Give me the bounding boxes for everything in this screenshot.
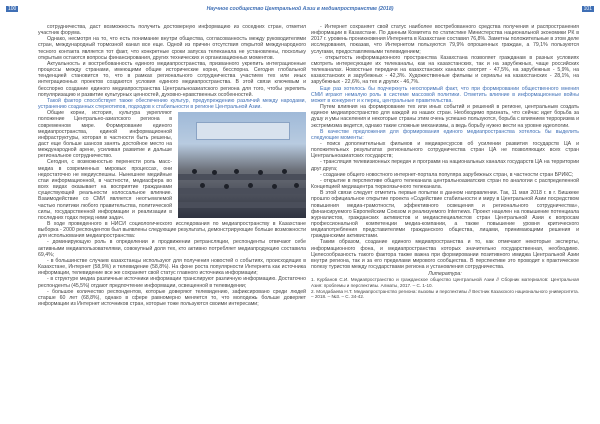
paragraph: - создание общего новостного интернет-портала популяра зарубежных стран, в частности стран БРИКС; — [320, 171, 574, 178]
paragraph: - доминирующую роль в определении и продвижении ретрансляции, респонденты отвечают себе активными медиапользователями, совокупный доля тех, кто активно потребляет медиапродукцию составила 69,4%; — [38, 239, 306, 258]
paragraph: - трансляция телевизионных передач и программ на национальных каналах государств ЦА на территории друг друга; — [311, 159, 579, 172]
paragraph: Путем влияния на формирование тех или иных событий и решений в регионе, центральным создать единое медиапространство для каждой из наших стран. Необходимо признать, что сейчас идет борьба за душу и умы населения и некоторые страны этим очень успешно пользуются, борьба с влиянием терроризма и экстремизма ведется, однако такие сложные механизмы, а ведь борьбу нужно вести на уровне идеологии. — [311, 104, 579, 129]
paragraph: Однако, несмотря на то, что есть понимание внутри общества, согласованность между руководителями стран, международный тормозной канал все еще. Одной из причин отсутствия открытой международного тесного контакта является тот факт, что конкретные сроки запуска телеканала не установлены, поскольку открытым остаются вопросы финансирования, других технических и организационных моментов. — [38, 36, 306, 61]
paragraph: Актуальность и востребованность единого медиапространства, призванного укрепить интеграционные процессы между странами, имеющими общие исторические корни, бесспорна. Сегодня глобальной тенденцией становится то, что в рамках регионального сотрудничества участием тех или иных интеграционных проектов создаются условия единого медиапространства. В этой связи ключевым и бесспорно создание единого медиапространства Центральноазиатского региона для того, чтобы укрепить популяризацию и развитие культурных ценностей, духовно-нравственных особенностей. — [38, 60, 306, 98]
paragraph: - большое количество респондентов, которые доверяют телевидению, зафиксировано среди людей старше 60 лет (68,8%), однако в сфере равномерно меняется то, что молодежь больше доверяет информации из Интернет источников стран, которые тоже пользуются своими интересами; — [38, 288, 306, 308]
paragraph: - Интернет сохраняет свой статус наиболее востребованного средства получения и распространения информации в Казахстане. По данным Комитета по статистике Министерства национальной экономики РК в 2017 г. уровень проникновения Интернета в Казахстане составил 76,8%. Заметны положительные в этом деле исследования, показав, что Интернетом пользуются 79,9% опрошенных граждан, а 79,1% пользуются услугами, предоставляемыми телевидением; — [311, 24, 579, 55]
paragraph: В ходе проведенного в НИСИ социологического исследования по медиапространству в Казахстане выборка - 2000 респондентов был выявлены следующие результаты, демонстрирующие больше возможности для использования медиапространства: — [38, 221, 306, 240]
paragraph: В этой связи следует отметить первые попытки в данном направлении. Так, 11 мая 2018 г. в г. Бишкеке прошло официальное открытие проекта «Содействие стабильности и миру в Центральной Азии посредством повышения медиа-грамотности, эффективного освещения и регионального сотрудничества», финансируемого Европейским Союзом и реализуемого Internews. Проект нацелен на повышение потенциала журналистов, гражданских активистов и медиаспециалистов стран Центральной Азии к вопросам профессиональной компетенции медиа-компании, а также повышение уровня критического медиапотребления представителями гражданского общества, лицами, принимающими решения и гражданскими активистами. — [311, 190, 579, 240]
paragraph: Общие корни, история, культура укрепляют положение Центрально-азиатского региона в современном мире. Формирование единого медиапространства, единой информационной инфраструктуры, которая в частности быть решены, даст еще больше шансов занять достойное место на международной арене, усиливая развитие и дальше региональное сотрудничество. — [38, 110, 172, 160]
highlighted-paragraph: Такой фактор способствует также обеспечению культур, предупреждению различий между народами, устранению созданных стереотипов, подходов к стабильности в регионе Центральной Азии. — [38, 97, 306, 111]
photo-seat-row — [178, 188, 306, 194]
paragraph: Таким образом, создание единого медиапространства и то, как отмечают некоторые эксперты, информационного фона, и медиапространства которых значительно государственная, необходимо. Целесообразность такого фактора также важна при формировании позитивного имиджа Центральной Азии внутри региона, так и за его пределами мирового сообщества. В перспективе это проводит к практическое полезу туристов между государствами региона и установления сотрудничества. — [311, 239, 579, 271]
paragraph: Сегодня, с возможностью перенести роль масс-медиа в современных мировых процессах, они недостаточно не медиуспешны. Нынешнее медийные стаи информационной, в частности, медиасфера во всех видах оказывает на восприятие гражданами существующей реальности колоссальное влияние. Взаимодействие со СМИ является неотъемлемой частью политики любого правительства, политической силы, государственной информации и реализации в последних годах перед ними задач. — [38, 159, 172, 221]
paragraph: - в структуре медиа различные источники информации транслируют различную информацию. Достаточно респонденты (45,5%) отдают предпочтение информации, освещенной в телевидении; — [38, 276, 306, 289]
conference-photo — [178, 112, 306, 218]
reference-item: 2. Молдабаева Н.Т. Медиапространство региона: вызовы и перспективы // Вестник Казахского национального университета. – 2018. – №3. – С. 34-42. — [311, 288, 579, 300]
page-number-left: 100 — [8, 6, 17, 12]
right-column — [311, 24, 579, 300]
paragraph: - открытие в перспективе общего телеканала центральноазиатских стран по аналогии с распределенной Концепцией медиацентра тюркоязычного телеканала. — [311, 177, 579, 191]
reference-item: 1. Курбанов С.И. Медиапространство и гражданское общество Центральной Азии // Сборник материалов: Центральная Азия: проблемы и перспективы. Алматы, 2017. – С. 1-10. — [311, 277, 579, 288]
paragraph: - поиск дополнительных фильмов и медиаресурсов об усилении развития государств ЦА и положительных результатах регионального сотрудничества стран ЦА не позволяющих всех стран Центральноазиатских государств; — [311, 140, 579, 160]
photo-banner — [196, 122, 290, 140]
text-with-photo — [38, 110, 306, 221]
left-column — [38, 24, 306, 307]
running-header-title: Научное сообщество Центральной Азии в медиапространстве (2018) — [206, 6, 394, 12]
paragraph: - в большинстве случаев казахстанцы используют для получения новостей о событиях, происходящих в Казахстане, Интернет (58,9%) и телевидение (58,8%). На фоне роста популярности Интернета как источника информации, телевидение все же сохраняет свой статус главного источника информации; — [38, 257, 306, 277]
highlighted-paragraph: В качестве предложения для формирования единого медиапространства хотелось бы выделить следующие моменты: — [311, 128, 579, 141]
page-number-right: 101 — [583, 6, 592, 12]
highlighted-paragraph: Еще раз хотелось бы подчеркнуть неоспоримый факт, что при формировании общественного мнения СМИ играют немалую роль в системе массовой политики. Отметить влияние в информационные войны может в конкурент и к перец, центральные правительства. — [311, 85, 579, 104]
paragraph: сотрудничества, даст возможность получить достоверную информацию из соседних стран, отметил участник форума. — [38, 24, 306, 37]
page-header — [0, 0, 600, 22]
references-title: Литература: — [428, 271, 462, 278]
photo-seat-row — [178, 202, 306, 208]
paragraph: - открытость информационного пространства Казахстана позволяет гражданам в разных условиях смотреть интересующие их телеканалы, как на казахстанских, так и на зарубежных, чаще российских телеканалах. Новостные передачи на казахстанских каналах смотрят - 47,5%, на зарубежных - 5,9%, на казахстанских и зарубежных - 42,3%. Художественные фильмы и сериалы на казахстанских - 28,1%, на зарубежных - 22,6%, на тех и других - 46,7%. — [311, 54, 579, 86]
narrow-text-block — [38, 110, 172, 221]
photo-seat-row — [178, 174, 306, 180]
